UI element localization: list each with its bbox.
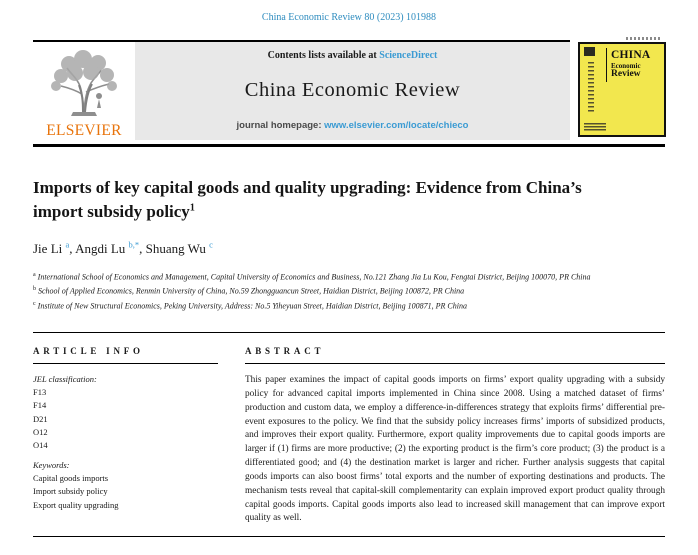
- elsevier-logo: [33, 42, 135, 140]
- affiliation-list: [33, 270, 665, 313]
- jel-code: D21: [33, 413, 48, 424]
- journal-citation: China Economic Review 80 (2023) 101988: [261, 12, 437, 23]
- journal-banner: [33, 40, 570, 140]
- cover-title-line2: Economic: [611, 61, 641, 70]
- cover-publisher-glyph: [584, 47, 595, 56]
- journal-title: China Economic Review: [244, 79, 461, 101]
- abstract-text: This paper examines the impact of capital goods imports on firms’ export quality upgrading with a subsidy policy for advanced capital imports implemented in China since 2008. Using a matched dataset of firms’ production and custom data, we employ a difference-in-differences strategy that exploits firms’ differential pre-event exposures to the policy. We find that the subsidy policy increases firms’ imports of subsidized products, and improves their export quality. Furthermore, export quality improvements due to capital goods imports are larger if (1) firms are more productive; (2) the exporting product is the firm’s core product; (3) the product is a differentiated good; and (4) the destination market is larger and richer. Further analysis suggests that capital goods imports can also boost firms’ total exports and the number of exporting destinations and products. The mechanism tests reveal that capital-skill complementarity can explain improved export product quality through capital goods imports. Capital goods imports also lead to increased skill management that can improve export quality as well.: [245, 375, 665, 524]
- cover-title-line3: Review: [611, 68, 641, 79]
- elsevier-tree-icon: [47, 50, 121, 122]
- keyword-list: [33, 472, 218, 512]
- homepage-prefix: journal homepage:: [236, 120, 325, 131]
- jel-label: JEL classification:: [33, 374, 97, 384]
- author: Shuang Wu $^c$: [145, 240, 213, 257]
- homepage-line: [139, 120, 566, 131]
- info-abstract-section: [33, 332, 665, 526]
- author-affiliation-marker: b,*: [128, 240, 140, 250]
- jel-code: F14: [33, 400, 47, 411]
- author: Angdi Lu $^{b,*}$,: [75, 240, 146, 257]
- author: Jie Li $^a$,: [33, 240, 76, 257]
- contents-prefix: Contents lists available at: [267, 50, 380, 61]
- elsevier-wordmark: ELSEVIER: [46, 121, 122, 139]
- banner-bottom-rule: [33, 144, 665, 147]
- jel-code: O12: [33, 426, 48, 437]
- article-title: Imports of key capital goods and quality upgrading: Evidence from China’s import subsidy policy$^1$: [33, 178, 582, 221]
- contents-line: [139, 50, 566, 61]
- article-info-column: [33, 346, 218, 526]
- jel-code: F13: [33, 387, 47, 398]
- jel-code-list: [33, 386, 218, 452]
- keyword: Capital goods imports: [33, 473, 109, 484]
- author-affiliation-marker: a: [65, 240, 70, 250]
- author-list: [33, 240, 213, 257]
- keywords-label: Keywords:: [33, 460, 70, 471]
- affiliation: $^b$ School of Applied Economics, Renmin University of China, No.59 Zhongguancun Street, Haidian District, Beijing 100872, PR China: [33, 286, 465, 296]
- keyword: Export quality upgrading: [33, 499, 119, 510]
- journal-masthead: [135, 42, 570, 140]
- journal-cover-thumbnail: [578, 37, 666, 137]
- author-affiliation-marker: c: [209, 240, 213, 250]
- article-info-heading: ARTICLE INFO: [33, 346, 218, 364]
- abstract-heading: ABSTRACT: [245, 346, 665, 364]
- cover-title-line1: CHINA: [611, 49, 651, 61]
- sciencedirect-link[interactable]: ScienceDirect: [379, 50, 438, 61]
- jel-code: O14: [33, 439, 48, 450]
- cover-title: [606, 48, 661, 82]
- cover-issn-microtext: [626, 37, 660, 40]
- title-footnote-marker: 1: [189, 202, 195, 214]
- abstract-column: [245, 346, 665, 526]
- section-bottom-rule: [33, 536, 665, 537]
- affiliation: $^c$ Institute of New Structural Economics, Peking University, Address: No.5 Yiheyuan Street, Haidian District, Beijing 100871, PR China: [33, 300, 467, 311]
- journal-homepage-link[interactable]: www.elsevier.com/locate/chieco: [324, 120, 469, 131]
- cover-spine-microtext: [588, 62, 594, 113]
- keyword: Import subsidy policy: [33, 486, 108, 497]
- cover-footer-microtext: [584, 123, 606, 131]
- affiliation: $^a$ International School of Economics and Management, Capital University of Economics and Business, No.121 Zhang Jia Lu Kou, Fengtai District, Beijing 100070, PR China: [33, 272, 591, 282]
